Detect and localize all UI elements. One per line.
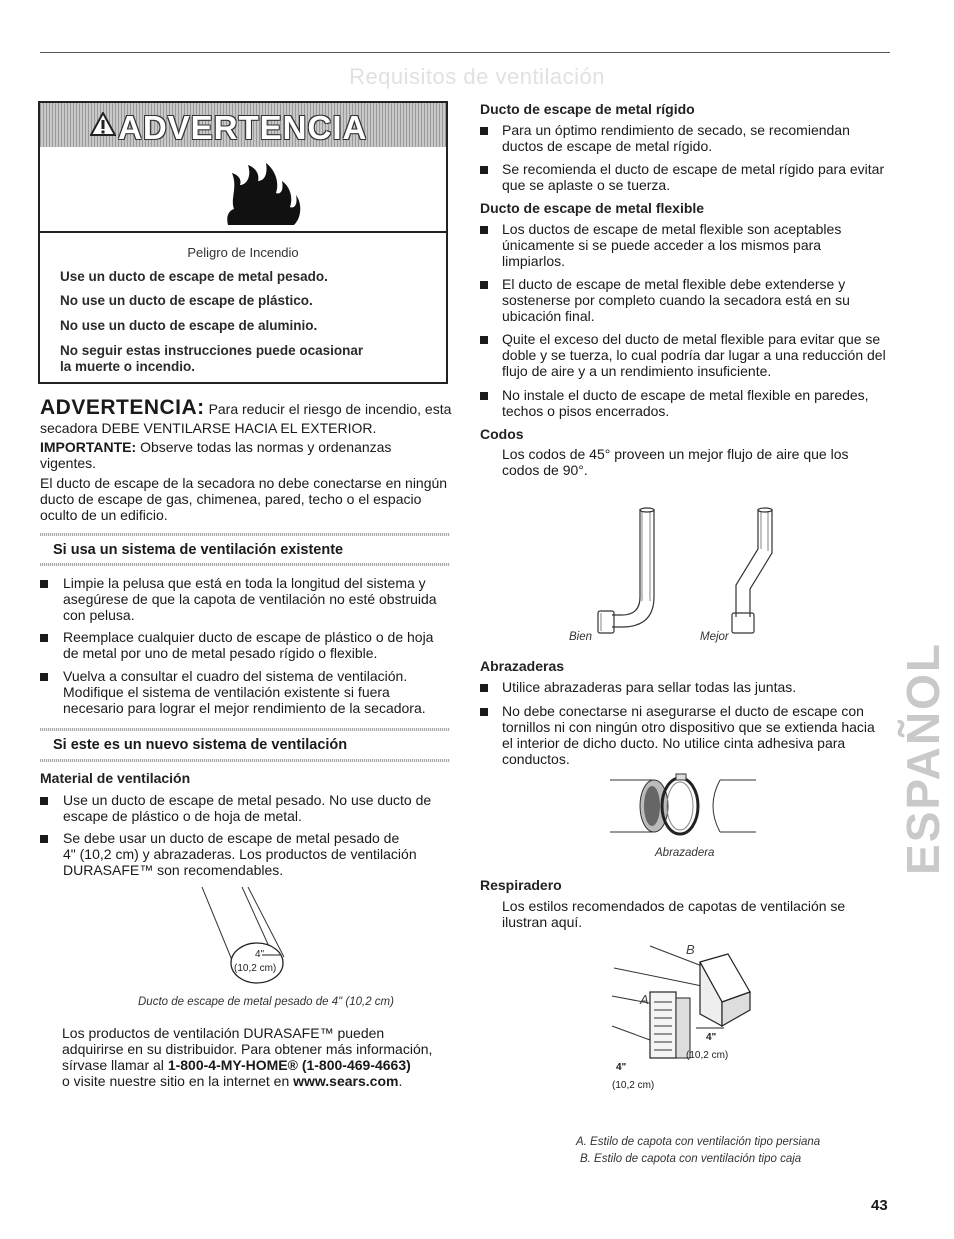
closing-line xyxy=(62,1057,411,1073)
duct-dim-label: (10,2 cm) xyxy=(234,963,277,974)
subheading: Ducto de escape de metal rígido xyxy=(480,101,695,117)
list-item-line: No instale el ducto de escape de metal flexible en paredes, xyxy=(502,387,869,403)
list-item-line: Use un ducto de escape de metal pesado. No use ducto de xyxy=(63,792,432,808)
list-item-line: Se recomienda el ducto de escape de metal rígido para evitar xyxy=(502,161,885,177)
paragraph-line: oculto de un edificio. xyxy=(40,507,168,523)
list-item-line: El ducto de escape de metal flexible debe extenderse y xyxy=(502,276,846,292)
hood-caption: B. Estilo de capota con ventilación tipo caja xyxy=(580,1153,802,1165)
clamp-caption: Abrazadera xyxy=(655,847,715,859)
elbows-illustration xyxy=(590,505,780,635)
duct-illustration xyxy=(200,885,300,990)
warning-line: la muerte o incendio. xyxy=(60,359,196,374)
hood-label-b: B xyxy=(686,942,695,957)
bullet-icon xyxy=(40,673,48,681)
bullet-icon xyxy=(480,336,488,344)
hood-dim: 4" xyxy=(616,1062,627,1073)
list-item-line: ubicación final. xyxy=(502,308,595,324)
list-item-line: Quite el exceso del ducto de metal flexible para evitar que se xyxy=(502,331,881,347)
advertencia-label: ADVERTENCIA: xyxy=(40,396,205,419)
list-item-line: Los ductos de escape de metal flexible son aceptables xyxy=(502,221,842,237)
fire-icon xyxy=(224,159,304,227)
bullet-icon xyxy=(40,797,48,805)
codos-line: codos de 90°. xyxy=(502,462,588,478)
list-item-line: únicamente si se puede acceder a los mismos para xyxy=(502,237,822,253)
section-heading: Si este es un nuevo sistema de ventilación xyxy=(53,737,348,753)
list-item-line: 4" (10,2 cm) y abrazaderas. Los productos de ventilación xyxy=(63,846,417,862)
hood-dim: (10,2 cm) xyxy=(612,1080,655,1091)
top-rule xyxy=(40,52,890,53)
closing-line xyxy=(62,1073,402,1089)
importante-text: Observe todas las normas y ordenanzas xyxy=(140,439,392,455)
advertencia-text: Para reducir el riesgo de incendio, esta xyxy=(208,401,452,417)
list-item-line: limpiarlos. xyxy=(502,253,566,269)
respiradero-line: ilustran aquí. xyxy=(502,914,583,930)
subheading: Respiradero xyxy=(480,877,562,893)
warning-triangle-icon xyxy=(90,112,116,136)
bullet-icon xyxy=(480,684,488,692)
section-bar xyxy=(40,759,450,762)
subheading: Ducto de escape de metal flexible xyxy=(480,200,705,216)
closing-text: sírvase llamar al xyxy=(62,1057,168,1073)
hazard-title: Peligro de Incendio xyxy=(187,245,299,260)
list-item-line: tornillos ni con ningún otro dispositivo que se extienda hacia xyxy=(502,719,875,735)
bullet-icon xyxy=(480,281,488,289)
list-item-line: Se debe usar un ducto de escape de metal pesado de xyxy=(63,830,400,846)
list-item-line: ductos de escape de metal rígido. xyxy=(502,138,713,154)
list-item-line: Utilice abrazaderas para sellar todas las juntas. xyxy=(502,679,797,695)
bullet-icon xyxy=(40,580,48,588)
closing-text: o visite nuestre sitio en la internet en xyxy=(62,1073,294,1089)
list-item-line: Limpie la pelusa que está en toda la longitud del sistema y xyxy=(63,575,426,591)
subheading: Codos xyxy=(480,426,524,442)
paragraph-line: ducto de escape de gas, chimenea, pared, techo o el espacio xyxy=(40,491,422,507)
list-item-line: Para un óptimo rendimiento de secado, se recomiendan xyxy=(502,122,850,138)
list-item-line: escape de plástico o de hoja de metal. xyxy=(63,808,302,824)
warning-line: No use un ducto de escape de aluminio. xyxy=(60,318,318,333)
codos-line: Los codos de 45° proveen un mejor flujo de aire que los xyxy=(502,446,849,462)
figure-caption: Ducto de escape de metal pesado de 4" (10,2 cm) xyxy=(138,996,394,1008)
closing-line: adquirirse en su distribuidor. Para obtener más información, xyxy=(62,1041,433,1057)
bullet-icon xyxy=(480,392,488,400)
section-bar xyxy=(40,563,450,566)
warning-line: No use un ducto de escape de plástico. xyxy=(60,293,313,308)
warning-line: Use un ducto de escape de metal pesado. xyxy=(60,269,328,284)
closing-text: . xyxy=(398,1073,403,1089)
list-item-line: que se aplaste o se tuerza. xyxy=(502,177,671,193)
list-item-line: sostenerse por completo cuando la secadora está en su xyxy=(502,292,850,308)
section-bar xyxy=(40,533,450,536)
list-item-line: de metal por uno de metal pesado rígido o flexible. xyxy=(63,645,378,661)
box-hood-icon xyxy=(700,954,750,1026)
list-item-line: necesario para lograr el mejor rendimiento de la secadora. xyxy=(63,700,426,716)
list-item-line: Vuelva a consultar el cuadro del sistema de ventilación. xyxy=(63,668,408,684)
side-tab-language: ESPAÑOL xyxy=(897,642,949,875)
vent-hood-illustration xyxy=(610,940,770,1070)
section-heading: Si usa un sistema de ventilación existente xyxy=(53,542,344,558)
subheading: Abrazaderas xyxy=(480,658,565,674)
warning-title: ADVERTENCIA xyxy=(118,109,368,146)
list-item-line: techos o pisos encerrados. xyxy=(502,403,670,419)
bullet-icon xyxy=(480,708,488,716)
phone-number: 1-800-4-MY-HOME® (1-800-469-4663) xyxy=(167,1057,411,1073)
warning-header xyxy=(40,103,446,147)
list-item-line: con pelusa. xyxy=(63,607,135,623)
elbow-caption-better: Mejor xyxy=(700,631,729,643)
list-item-line: asegúrese de que la capota de ventilación no esté obstruida xyxy=(63,591,437,607)
page-number: 43 xyxy=(871,1197,888,1214)
warning-line: No seguir estas instrucciones puede ocasionar xyxy=(60,343,364,358)
website-link[interactable]: www.sears.com xyxy=(293,1073,399,1089)
subheading: Material de ventilación xyxy=(40,770,191,786)
list-item-line: doble y se tuerza, lo cual podría dar lugar a una reducción del xyxy=(502,347,886,363)
list-item-line: flujo de aire y a un rendimiento insuficiente. xyxy=(502,363,772,379)
hood-caption: A. Estilo de capota con ventilación tipo persiana xyxy=(576,1136,821,1148)
page-title: Requisitos de ventilación xyxy=(349,64,605,89)
list-item-line: No debe conectarse ni asegurarse el ducto de escape con xyxy=(502,703,864,719)
importante-text-2: vigentes. xyxy=(40,455,97,471)
elbow-45-icon xyxy=(732,508,772,633)
respiradero-line: Los estilos recomendados de capotas de ventilación se xyxy=(502,898,846,914)
list-item-line: Modifique el sistema de ventilación existente si fuera xyxy=(63,684,390,700)
hood-dim: 4" xyxy=(706,1032,717,1043)
importante-line xyxy=(40,439,391,455)
hood-dim: (10,2 cm) xyxy=(686,1050,729,1061)
bullet-icon xyxy=(40,835,48,843)
list-item-line: el interior de dicho ducto. No utilice cinta adhesiva para xyxy=(502,735,846,751)
warning-box xyxy=(38,101,448,384)
warning-divider xyxy=(40,231,446,233)
list-item-line: conductos. xyxy=(502,751,570,767)
elbow-90-icon xyxy=(598,508,654,633)
advertencia-text-2: secadora DEBE VENTILARSE HACIA EL EXTERIOR. xyxy=(40,420,377,436)
duct-dim-label: 4" xyxy=(255,949,265,960)
paragraph-line: El ducto de escape de la secadora no debe conectarse en ningún xyxy=(40,475,448,491)
section-bar xyxy=(40,728,450,731)
advertencia-paragraph xyxy=(40,396,460,419)
bullet-icon xyxy=(480,226,488,234)
importante-label: IMPORTANTE: xyxy=(40,439,137,455)
hood-label-a: A xyxy=(640,992,649,1007)
list-item-line: DURASAFE™ son recomendables. xyxy=(63,862,284,878)
closing-line: Los productos de ventilación DURASAFE™ pueden xyxy=(62,1025,385,1041)
bullet-icon xyxy=(480,127,488,135)
list-item-line: Reemplace cualquier ducto de escape de plástico o de hoja xyxy=(63,629,434,645)
louver-hood-icon xyxy=(650,992,690,1058)
bullet-icon xyxy=(480,166,488,174)
bullet-icon xyxy=(40,634,48,642)
elbow-caption-good: Bien xyxy=(569,631,593,643)
clamp-illustration xyxy=(610,772,760,838)
